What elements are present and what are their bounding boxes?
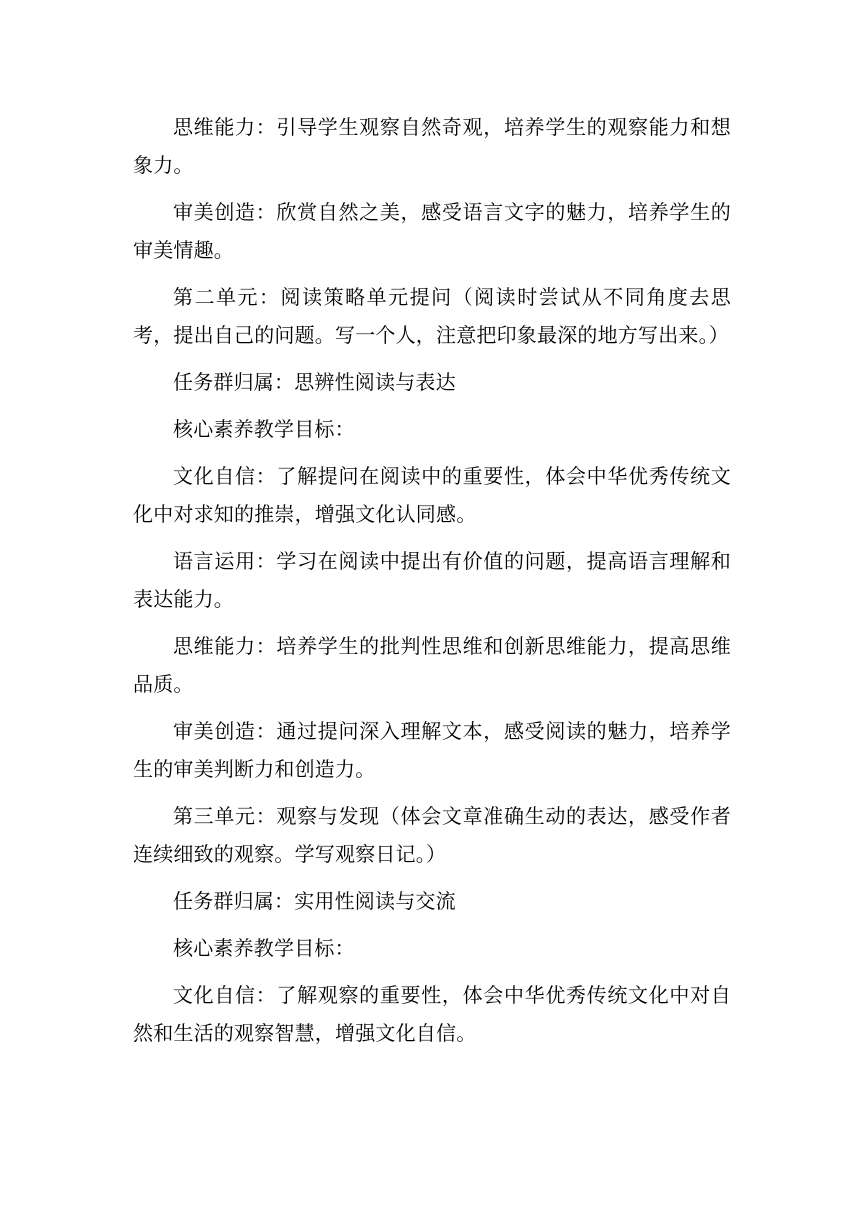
paragraph-unit2-thinking-ability: 思维能力：培养学生的批判性思维和创新思维能力，提高思维品质。 (133, 634, 731, 696)
paragraph-unit2-aesthetic-creation: 审美创造：通过提问深入理解文本，感受阅读的魅力，培养学生的审美判断力和创造力。 (133, 719, 731, 781)
paragraph-unit3-core-goals: 核心素养教学目标： (173, 936, 355, 960)
document-body (133, 108, 731, 1061)
paragraph-unit2-cultural-confidence: 文化自信：了解提问在阅读中的重要性，体会中华优秀传统文化中对求知的推崇，增强文化认同感。 (133, 464, 731, 526)
paragraph-thinking-ability-unit1: 思维能力：引导学生观察自然奇观，培养学生的观察能力和想象力。 (133, 115, 731, 177)
paragraph-unit2-task-group: 任务群归属：思辨性阅读与表达 (173, 370, 456, 394)
paragraph-unit3-task-group: 任务群归属：实用性阅读与交流 (173, 889, 456, 913)
paragraph-unit3-cultural-confidence: 文化自信：了解观察的重要性，体会中华优秀传统文化中对自然和生活的观察智慧，增强文化自信。 (133, 983, 731, 1045)
paragraph-unit2-heading: 第二单元：阅读策略单元提问（阅读时尝试从不同角度去思考，提出自己的问题。写一个人，注意把印象最深的地方写出来。） (133, 285, 731, 347)
paragraph-unit3-heading: 第三单元：观察与发现（体会文章准确生动的表达，感受作者连续细致的观察。学写观察日记。） (133, 804, 731, 866)
paragraph-aesthetic-creation-unit1: 审美创造：欣赏自然之美，感受语言文字的魅力，培养学生的审美情趣。 (133, 200, 731, 262)
paragraph-unit2-language-use: 语言运用：学习在阅读中提出有价值的问题，提高语言理解和表达能力。 (133, 549, 731, 611)
paragraph-unit2-core-goals: 核心素养教学目标： (173, 417, 355, 441)
